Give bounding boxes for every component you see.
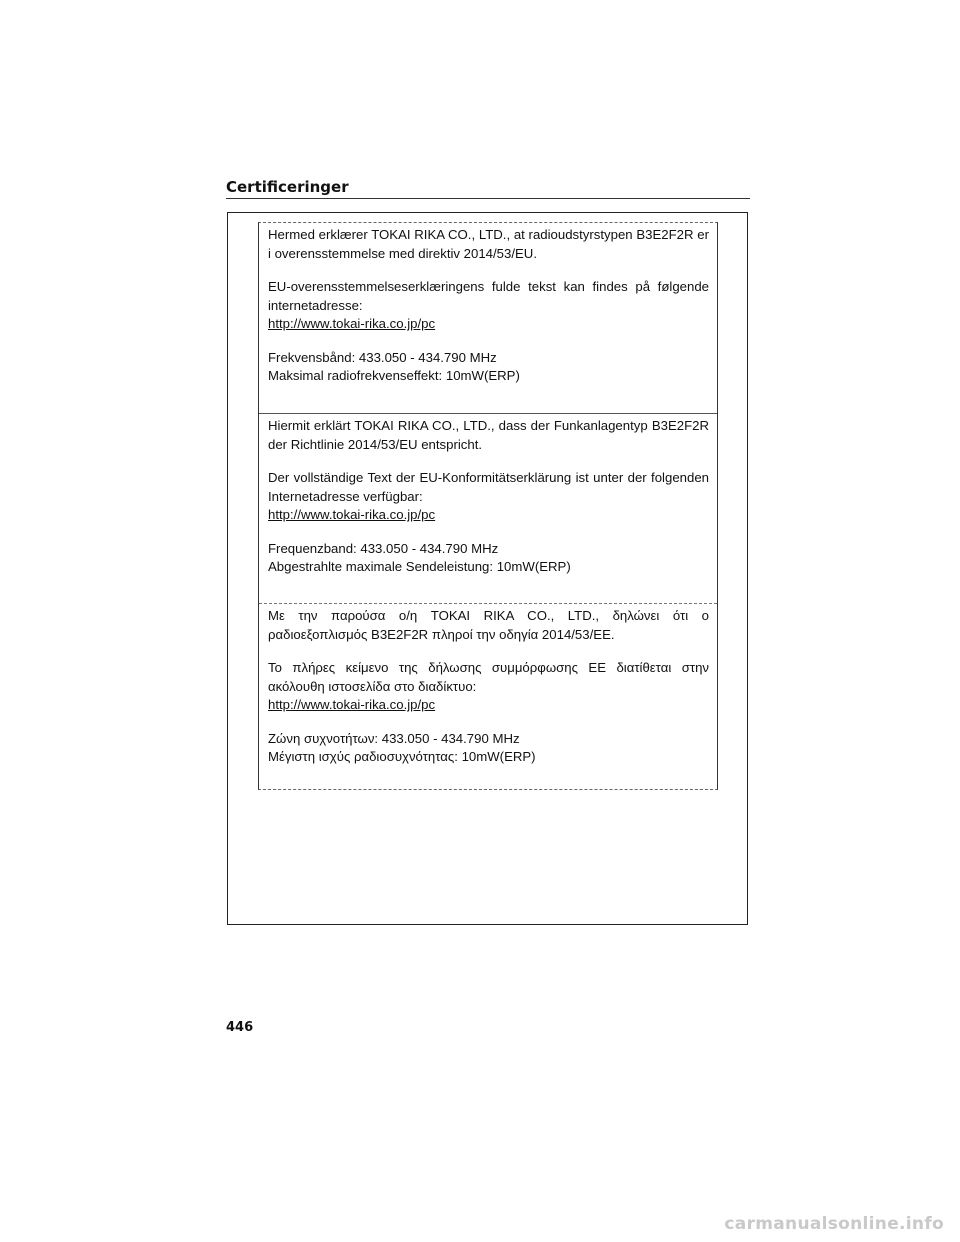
danish-declaration-block bbox=[259, 226, 717, 386]
german-fulltext-note: Der vollständige Text der EU-Konformitätserklärung ist unter der folgenden Internetadresse verfügbar: bbox=[268, 470, 709, 504]
page-number: 446 bbox=[226, 1020, 254, 1035]
title-rule bbox=[226, 198, 750, 199]
greek-declaration: Με την παρούσα ο/η TOKAI RIKA CO., LTD., δηλώνει ότι ο ραδιοεξοπλισμός B3E2F2R πληροί την οδηγία 2014/53/ΕΕ. bbox=[268, 608, 709, 642]
german-frequency-band: Frequenzband: 433.050 - 434.790 MHz bbox=[268, 540, 499, 556]
greek-declaration-block bbox=[259, 607, 717, 767]
certification-box bbox=[258, 222, 718, 790]
section-title: Certificeringer bbox=[226, 178, 349, 196]
danish-max-power: Maksimal radiofrekvenseffekt: 10mW(ERP) bbox=[268, 368, 520, 383]
german-url-link[interactable]: http://www.tokai-rika.co.jp/pc bbox=[268, 507, 436, 522]
danish-fulltext-note: EU-overensstemmelseserklæringens fulde tekst kan findes på følgende internetadresse: bbox=[268, 279, 709, 313]
section-divider-2 bbox=[259, 603, 717, 604]
greek-url-link[interactable]: http://www.tokai-rika.co.jp/pc bbox=[268, 697, 436, 712]
danish-declaration: Hermed erklærer TOKAI RIKA CO., LTD., at radioudstyrstypen B3E2F2R er i overensstemmelse med direktiv 2014/53/EU. bbox=[268, 227, 709, 261]
german-max-power: Abgestrahlte maximale Sendeleistung: 10mW(ERP) bbox=[268, 559, 571, 574]
watermark: carmanualsonline.info bbox=[724, 1214, 944, 1234]
greek-max-power: Μέγιστη ισχύς ραδιοσυχνότητας: 10mW(ERP) bbox=[268, 749, 536, 764]
german-declaration: Hiermit erklärt TOKAI RIKA CO., LTD., dass der Funkanlagentyp B3E2F2R der Richtlinie 2014/53/EU entspricht. bbox=[268, 418, 709, 452]
danish-url-link[interactable]: http://www.tokai-rika.co.jp/pc bbox=[268, 316, 436, 331]
section-divider-1 bbox=[259, 413, 717, 414]
danish-frequency-band: Frekvensbånd: 433.050 - 434.790 MHz bbox=[268, 349, 497, 365]
german-declaration-block bbox=[259, 417, 717, 577]
greek-fulltext-note: Το πλήρες κείμενο της δήλωσης συμμόρφωσης ΕΕ διατίθεται στην ακόλουθη ιστοσελίδα στο διαδίκτυο: bbox=[268, 660, 709, 694]
greek-frequency-band: Ζώνη συχνοτήτων: 433.050 - 434.790 MHz bbox=[268, 730, 520, 746]
